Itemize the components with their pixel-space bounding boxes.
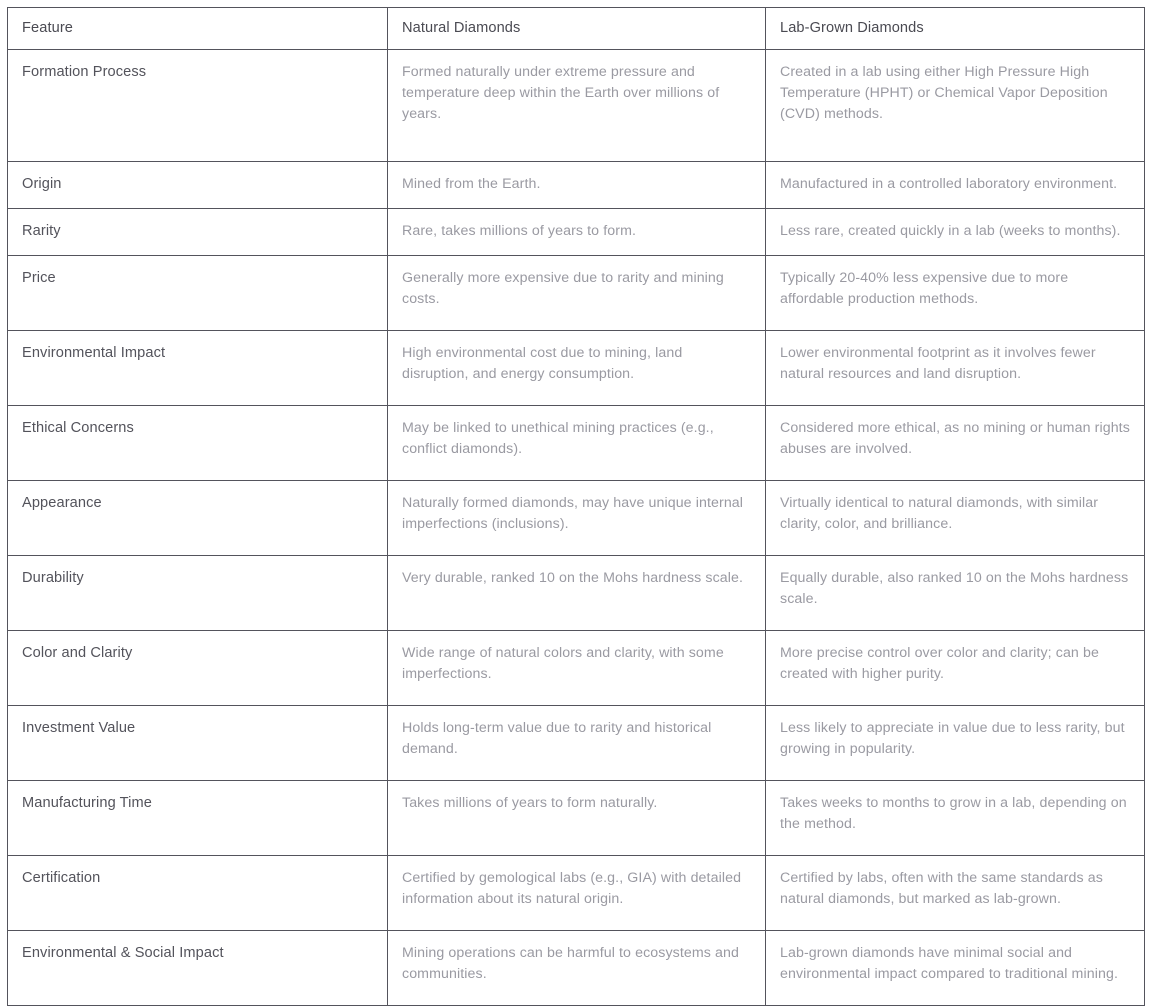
table-row <box>8 256 1145 331</box>
table-header <box>8 8 1145 50</box>
natural-description: Very durable, ranked 10 on the Mohs hardness scale. <box>388 556 766 631</box>
natural-description: Formed naturally under extreme pressure and temperature deep within the Earth over millions of years. <box>388 50 766 162</box>
natural-description: Wide range of natural colors and clarity, with some imperfections. <box>388 631 766 706</box>
natural-description: Holds long-term value due to rarity and historical demand. <box>388 706 766 781</box>
table-row <box>8 706 1145 781</box>
lab-description: Created in a lab using either High Pressure High Temperature (HPHT) or Chemical Vapor Deposition (CVD) methods. <box>766 50 1145 162</box>
table-row <box>8 631 1145 706</box>
table-row <box>8 481 1145 556</box>
feature-label: Origin <box>8 162 388 209</box>
lab-description: Less rare, created quickly in a lab (weeks to months). <box>766 209 1145 256</box>
feature-label: Color and Clarity <box>8 631 388 706</box>
feature-label: Environmental & Social Impact <box>8 931 388 1006</box>
lab-description: Less likely to appreciate in value due to less rarity, but growing in popularity. <box>766 706 1145 781</box>
lab-description: Equally durable, also ranked 10 on the Mohs hardness scale. <box>766 556 1145 631</box>
natural-description: Certified by gemological labs (e.g., GIA) with detailed information about its natural origin. <box>388 856 766 931</box>
table-row <box>8 331 1145 406</box>
lab-description: More precise control over color and clarity; can be created with higher purity. <box>766 631 1145 706</box>
table-row <box>8 556 1145 631</box>
feature-label: Appearance <box>8 481 388 556</box>
lab-description: Lab-grown diamonds have minimal social and environmental impact compared to traditional mining. <box>766 931 1145 1006</box>
natural-description: May be linked to unethical mining practices (e.g., conflict diamonds). <box>388 406 766 481</box>
table-row <box>8 209 1145 256</box>
feature-label: Formation Process <box>8 50 388 162</box>
feature-label: Manufacturing Time <box>8 781 388 856</box>
comparison-table-container <box>7 7 1144 1006</box>
table-row <box>8 931 1145 1006</box>
lab-description: Certified by labs, often with the same standards as natural diamonds, but marked as lab-grown. <box>766 856 1145 931</box>
feature-label: Ethical Concerns <box>8 406 388 481</box>
lab-description: Virtually identical to natural diamonds, with similar clarity, color, and brilliance. <box>766 481 1145 556</box>
lab-description: Considered more ethical, as no mining or human rights abuses are involved. <box>766 406 1145 481</box>
natural-description: High environmental cost due to mining, land disruption, and energy consumption. <box>388 331 766 406</box>
table-body <box>8 50 1145 1006</box>
lab-description: Typically 20-40% less expensive due to more affordable production methods. <box>766 256 1145 331</box>
natural-description: Mining operations can be harmful to ecosystems and communities. <box>388 931 766 1006</box>
feature-label: Durability <box>8 556 388 631</box>
column-header-feature: Feature <box>8 8 388 50</box>
feature-label: Rarity <box>8 209 388 256</box>
column-header-natural-diamonds: Natural Diamonds <box>388 8 766 50</box>
feature-label: Price <box>8 256 388 331</box>
natural-description: Rare, takes millions of years to form. <box>388 209 766 256</box>
table-row <box>8 856 1145 931</box>
lab-description: Manufactured in a controlled laboratory environment. <box>766 162 1145 209</box>
table-row <box>8 781 1145 856</box>
lab-description: Takes weeks to months to grow in a lab, depending on the method. <box>766 781 1145 856</box>
feature-label: Investment Value <box>8 706 388 781</box>
feature-label: Certification <box>8 856 388 931</box>
natural-description: Mined from the Earth. <box>388 162 766 209</box>
column-header-lab-grown-diamonds: Lab-Grown Diamonds <box>766 8 1145 50</box>
feature-label: Environmental Impact <box>8 331 388 406</box>
comparison-table <box>7 7 1145 1006</box>
table-row <box>8 50 1145 162</box>
table-header-row <box>8 8 1145 50</box>
table-row <box>8 162 1145 209</box>
table-row <box>8 406 1145 481</box>
lab-description: Lower environmental footprint as it involves fewer natural resources and land disruption. <box>766 331 1145 406</box>
natural-description: Takes millions of years to form naturally. <box>388 781 766 856</box>
natural-description: Generally more expensive due to rarity and mining costs. <box>388 256 766 331</box>
natural-description: Naturally formed diamonds, may have unique internal imperfections (inclusions). <box>388 481 766 556</box>
